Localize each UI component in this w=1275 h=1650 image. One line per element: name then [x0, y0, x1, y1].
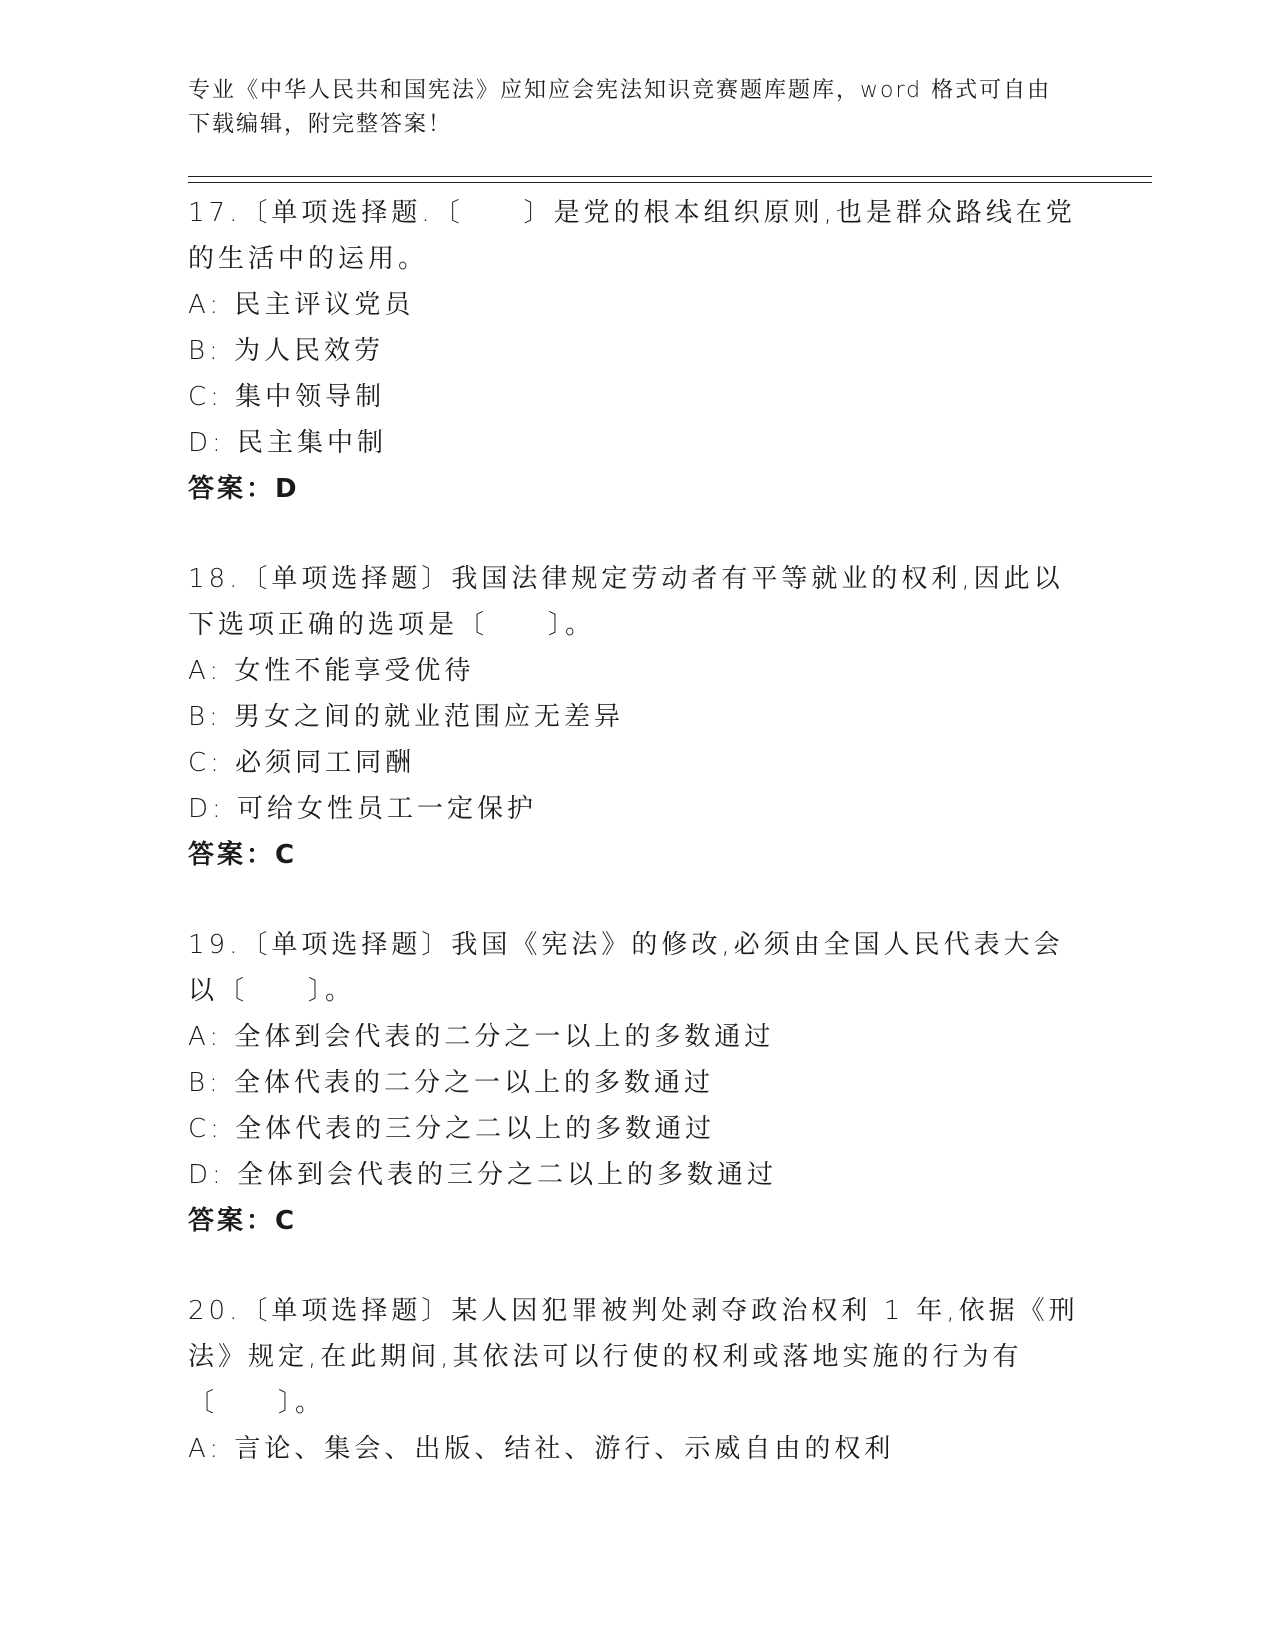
option-a: A: 言论、集会、出版、结社、游行、示威自由的权利	[188, 1434, 895, 1464]
question-stem: 18.〔单项选择题〕我国法律规定劳动者有平等就业的权利,因此以下选项正确的选项是〔 〕。	[188, 564, 1064, 640]
option-d: D: 可给女性员工一定保护	[188, 794, 538, 824]
option-a: A: 全体到会代表的二分之一以上的多数通过	[188, 1022, 775, 1052]
option-a: A: 民主评议党员	[188, 290, 415, 320]
question-stem: 19.〔单项选择题〕我国《宪法》的修改,必须由全国人民代表大会以〔 〕。	[188, 930, 1064, 1006]
document-header: 专业《中华人民共和国宪法》应知应会宪法知识竞赛题库题库，word 格式可自由下载编辑，附完整答案！	[188, 78, 1052, 137]
option-b: B: 全体代表的二分之一以上的多数通过	[188, 1068, 715, 1098]
question-19	[188, 922, 1088, 1244]
question-stem: 20.〔单项选择题〕某人因犯罪被判处剥夺政治权利 1 年,依据《刑法》规定,在此期间,其依法可以行使的权利或落地实施的行为有〔 〕。	[188, 1296, 1079, 1418]
option-c: C: 全体代表的三分之二以上的多数通过	[188, 1114, 716, 1144]
option-d: D: 民主集中制	[188, 428, 388, 458]
question-list	[188, 190, 1088, 1516]
question-20	[188, 1288, 1088, 1472]
question-stem: 17.〔单项选择题.〔 〕是党的根本组织原则,也是群众路线在党的生活中的运用。	[188, 198, 1076, 274]
question-17	[188, 190, 1088, 512]
option-b: B: 为人民效劳	[188, 336, 385, 366]
header-divider-top	[188, 176, 1152, 177]
header-divider-bottom	[188, 182, 1152, 183]
answer-text: 答案：C	[188, 1206, 298, 1236]
option-d: D: 全体到会代表的三分之二以上的多数通过	[188, 1160, 778, 1190]
answer-text: 答案：D	[188, 474, 300, 504]
question-18	[188, 556, 1088, 878]
option-b: B: 男女之间的就业范围应无差异	[188, 702, 625, 732]
option-a: A: 女性不能享受优待	[188, 656, 475, 686]
option-c: C: 集中领导制	[188, 382, 386, 412]
option-c: C: 必须同工同酬	[188, 748, 416, 778]
answer-text: 答案：C	[188, 840, 298, 870]
